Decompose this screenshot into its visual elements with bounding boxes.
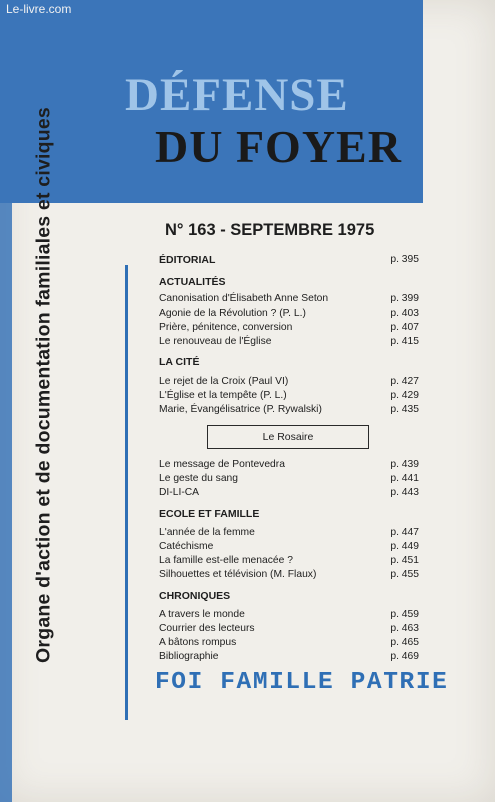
section-title-ecole-famille: ECOLE ET FAMILLE bbox=[159, 508, 260, 520]
toc-item bbox=[159, 473, 419, 484]
toc-item-page: p. 449 bbox=[390, 541, 419, 552]
toc-item-page: p. 459 bbox=[390, 609, 419, 620]
toc-item-label: Agonie de la Révolution ? (P. L.) bbox=[159, 308, 306, 319]
toc-item bbox=[159, 651, 419, 662]
toc-item bbox=[159, 555, 419, 566]
toc-item-page: p. 447 bbox=[390, 527, 419, 538]
toc-item bbox=[159, 459, 419, 470]
toc-item-label: Le renouveau de l'Église bbox=[159, 336, 272, 347]
spine-band bbox=[10, 40, 78, 730]
toc-item-page: p. 451 bbox=[390, 555, 419, 566]
toc-item-label: L'Église et la tempête (P. L.) bbox=[159, 390, 287, 401]
toc-item-label: Marie, Évangélisatrice (P. Rywalski) bbox=[159, 404, 322, 415]
toc-item-label: DI-LI-CA bbox=[159, 487, 200, 498]
toc-item-label: Courrier des lecteurs bbox=[159, 623, 255, 634]
toc-item bbox=[159, 308, 419, 319]
toc-item bbox=[159, 293, 419, 304]
toc-editorial-label: ÉDITORIAL bbox=[159, 254, 216, 266]
toc-item-page: p. 429 bbox=[390, 390, 419, 401]
toc-editorial-page: p. 395 bbox=[390, 254, 419, 265]
vertical-rule bbox=[125, 265, 128, 720]
toc-item bbox=[159, 376, 419, 387]
toc-item-page: p. 439 bbox=[390, 459, 419, 470]
title-line-1: DÉFENSE bbox=[125, 69, 349, 121]
issue-number: N° 163 - SEPTEMBRE 1975 bbox=[165, 221, 375, 239]
toc-item-label: Le rejet de la Croix (Paul VI) bbox=[159, 376, 289, 387]
toc-item-page: p. 443 bbox=[390, 487, 419, 498]
toc-item-label: Le geste du sang bbox=[159, 473, 239, 484]
section-title-la-cite: LA CITÉ bbox=[159, 356, 200, 368]
toc-item bbox=[159, 527, 419, 538]
motto: FOI FAMILLE PATRIE bbox=[155, 669, 449, 696]
toc-item-page: p. 427 bbox=[390, 376, 419, 387]
toc-item bbox=[159, 609, 419, 620]
toc-item-page: p. 407 bbox=[390, 322, 419, 333]
title-line-2: DU FOYER bbox=[155, 121, 402, 172]
toc-item-label: Catéchisme bbox=[159, 541, 214, 552]
section-title-actualites: ACTUALITÉS bbox=[159, 276, 226, 288]
toc-item-label: Canonisation d'Élisabeth Anne Seton bbox=[159, 293, 329, 304]
toc-item-label: L'année de la femme bbox=[159, 527, 255, 538]
toc-item-page: p. 455 bbox=[390, 569, 419, 580]
toc-item bbox=[159, 623, 419, 634]
toc-item-page: p. 465 bbox=[390, 637, 419, 648]
section-title-chroniques: CHRONIQUES bbox=[159, 590, 231, 602]
toc-item bbox=[159, 404, 419, 415]
toc-item-page: p. 463 bbox=[390, 623, 419, 634]
toc-item-label: A travers le monde bbox=[159, 609, 245, 620]
toc-item-page: p. 435 bbox=[390, 404, 419, 415]
toc-item-page: p. 441 bbox=[390, 473, 419, 484]
toc-item bbox=[159, 322, 419, 333]
toc-item-page: p. 415 bbox=[390, 336, 419, 347]
rosaire-box: Le Rosaire bbox=[207, 425, 369, 449]
toc-item-label: Silhouettes et télévision (M. Flaux) bbox=[159, 569, 317, 580]
toc-item bbox=[159, 569, 419, 580]
toc-item-label: Le message de Pontevedra bbox=[159, 459, 285, 470]
toc-item bbox=[159, 390, 419, 401]
toc-item-label: La famille est-elle menacée ? bbox=[159, 555, 293, 566]
toc-item-page: p. 403 bbox=[390, 308, 419, 319]
toc-item bbox=[159, 336, 419, 347]
toc-editorial bbox=[159, 254, 419, 266]
toc-item bbox=[159, 541, 419, 552]
toc-item-label: Bibliographie bbox=[159, 651, 219, 662]
toc-item-label: A bâtons rompus bbox=[159, 637, 237, 648]
watermark-text: Le-livre.com bbox=[6, 2, 72, 16]
toc-item bbox=[159, 487, 419, 498]
toc-item-page: p. 469 bbox=[390, 651, 419, 662]
toc-item-page: p. 399 bbox=[390, 293, 419, 304]
spine-subtitle: Organe d'action et de documentation familiales et civiques bbox=[32, 107, 55, 663]
toc-item bbox=[159, 637, 419, 648]
toc-item-label: Prière, pénitence, conversion bbox=[159, 322, 293, 333]
